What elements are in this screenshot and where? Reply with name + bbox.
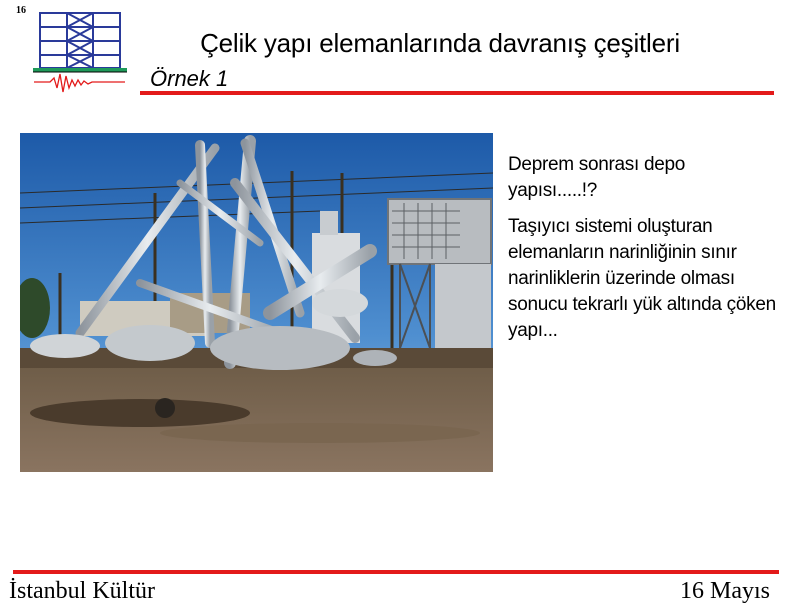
footer-institution: İstanbul Kültür [9, 578, 155, 604]
photo-illustration [20, 133, 493, 472]
footer-divider [13, 570, 779, 574]
body-paragraph-2: Taşıyıcı sistemi oluşturan elemanların narinliğinin sınır narinliklerin üzerinde olması sonucu tekrarlı yük altında çöken yapı... [508, 216, 776, 341]
slide-subtitle: Örnek 1 [150, 66, 229, 91]
title-divider [140, 91, 774, 95]
slide-number: 16 [16, 5, 26, 16]
building-frame-logo-icon [30, 10, 130, 96]
slide-title: Çelik yapı elemanlarında davranış çeşitleri [200, 28, 680, 58]
footer-date: 16 Mayıs [680, 578, 770, 604]
slide-body-text [508, 152, 778, 354]
body-paragraph-1: Deprem sonrası depo yapısı.....!? [508, 154, 686, 201]
collapsed-tank-photo [20, 133, 493, 472]
